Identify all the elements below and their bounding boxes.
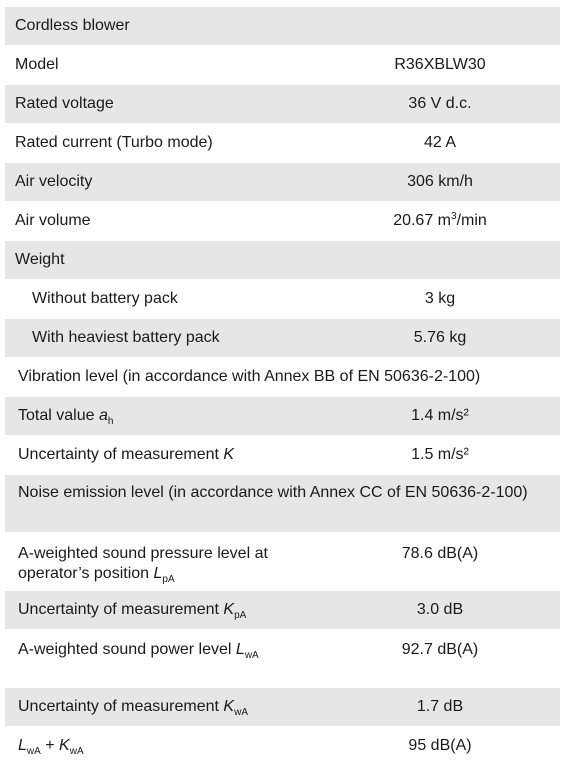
section-label: Noise emission level (in accordance with Annex CC of EN 50636-2-100) (18, 484, 528, 501)
row-label: Rated current (Turbo mode) (15, 134, 213, 151)
section-label: Vibration level (in accordance with Annex BB of EN 50636-2-100) (18, 368, 481, 385)
row-label: Model (15, 56, 59, 73)
section-header (5, 474, 560, 532)
row-label: Cordless blower (15, 17, 130, 34)
table-row (5, 45, 560, 84)
table-row (5, 318, 560, 357)
table-row (5, 240, 560, 279)
row-value: 5.76 kg (413, 329, 467, 346)
row-value: 42 A (423, 134, 457, 151)
table-row (5, 590, 560, 629)
row-label: A-weighted sound power level $L_{wA}$ (18, 641, 259, 661)
row-value: 3 kg (424, 290, 456, 307)
row-value: 95 dB(A) (408, 737, 472, 754)
row-label: With heaviest battery pack (32, 329, 220, 346)
section-header (5, 357, 560, 396)
row-label: Air velocity (15, 173, 93, 190)
row-value: 20.67 $m^3/\min$ (393, 211, 487, 229)
row-value: 1.7 dB (416, 698, 464, 715)
table-row (5, 629, 560, 687)
row-label: Weight (15, 251, 65, 268)
table-row (5, 687, 560, 726)
row-value: 3.0 dB (416, 601, 464, 618)
row-label: Rated voltage (15, 95, 114, 112)
table-row (5, 532, 560, 590)
row-label: Without battery pack (32, 290, 178, 307)
table-row (5, 201, 560, 240)
table-row (5, 279, 560, 318)
table-row (5, 84, 560, 123)
row-value: 306 km/h (407, 173, 473, 190)
row-label: Uncertainty of measurement $K_{pA}$ (18, 601, 247, 621)
row-label: Air volume (15, 212, 91, 229)
row-label: Total value $a_h$ (18, 407, 114, 427)
row-value: 92.7 dB(A) (401, 641, 479, 658)
row-value: 1.4 m/s² (411, 407, 469, 424)
row-label: A-weighted sound pressure level at operator’s position $L_{pA}$ (18, 545, 268, 585)
table-row (5, 6, 560, 45)
row-label: Uncertainty of measurement K (18, 446, 235, 463)
row-label: Uncertainty of measurement $K_{wA}$ (18, 698, 248, 718)
row-value: R36XBLW30 (394, 56, 486, 73)
table-row (5, 726, 560, 765)
row-label: $L_{wA} + K_{wA}$ (18, 737, 84, 757)
row-value: 78.6 dB(A) (401, 545, 479, 562)
table-row (5, 435, 560, 474)
spec-table (5, 6, 560, 765)
table-row (5, 123, 560, 162)
table-row (5, 162, 560, 201)
table-row (5, 396, 560, 435)
row-value: 1.5 m/s² (411, 446, 469, 463)
row-value: 36 V d.c. (408, 95, 472, 112)
